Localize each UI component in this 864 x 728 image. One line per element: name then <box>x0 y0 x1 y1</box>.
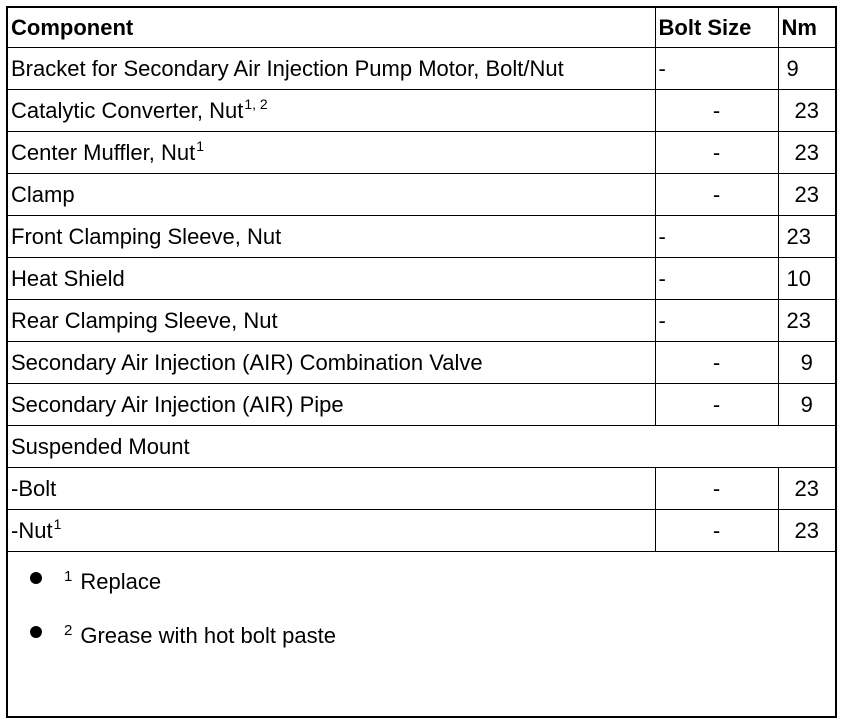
component-name: -Nut <box>11 517 53 543</box>
header-bolt-size: Bolt Size <box>655 8 778 48</box>
footnote-item <box>8 606 835 660</box>
torque-nm-cell: 9 <box>778 342 835 384</box>
component-cell <box>8 258 655 300</box>
component-cell <box>8 48 655 90</box>
component-cell <box>8 216 655 258</box>
footnote-number: 2 <box>64 622 73 639</box>
footnote-reference: 1 <box>196 137 205 154</box>
torque-nm-cell: 9 <box>778 384 835 426</box>
bolt-size-cell: - <box>655 258 778 300</box>
torque-nm-cell: 23 <box>778 216 835 258</box>
table-row <box>8 468 835 510</box>
torque-nm-cell: 23 <box>778 174 835 216</box>
component-cell <box>8 132 655 174</box>
component-cell <box>8 300 655 342</box>
bullet-icon <box>30 572 42 584</box>
component-name: Suspended Mount <box>11 433 190 459</box>
table-row <box>8 510 835 552</box>
footnote-reference: 1 <box>53 515 62 532</box>
component-cell <box>8 384 655 426</box>
bolt-size-cell: - <box>655 468 778 510</box>
table-row <box>8 216 835 258</box>
component-cell <box>8 426 835 468</box>
component-name: -Bolt <box>11 475 57 501</box>
component-name: Clamp <box>11 181 75 207</box>
header-component: Component <box>8 8 655 48</box>
footnote-reference: 1, 2 <box>244 95 268 112</box>
bolt-size-cell: - <box>655 384 778 426</box>
table-header-row <box>8 8 835 48</box>
component-cell <box>8 342 655 384</box>
bolt-size-cell: - <box>655 216 778 258</box>
torque-nm-cell: 23 <box>778 90 835 132</box>
bolt-size-cell: - <box>655 342 778 384</box>
table-row <box>8 384 835 426</box>
table-row <box>8 48 835 90</box>
bolt-size-cell: - <box>655 300 778 342</box>
component-name: Catalytic Converter, Nut <box>11 97 244 123</box>
bullet-icon <box>30 626 42 638</box>
bolt-size-cell: - <box>655 510 778 552</box>
component-cell <box>8 174 655 216</box>
footnotes-list <box>8 552 835 660</box>
torque-nm-cell: 23 <box>778 468 835 510</box>
table-row <box>8 258 835 300</box>
bolt-size-cell: - <box>655 174 778 216</box>
header-nm: Nm <box>778 8 835 48</box>
footnote-item <box>8 552 835 606</box>
component-name: Rear Clamping Sleeve, Nut <box>11 307 278 333</box>
torque-nm-cell: 23 <box>778 300 835 342</box>
footnote-text: Replace <box>80 569 162 594</box>
bolt-size-cell: - <box>655 48 778 90</box>
torque-nm-cell: 9 <box>778 48 835 90</box>
torque-nm-cell: 10 <box>778 258 835 300</box>
table-body <box>8 48 835 552</box>
footnote-number: 1 <box>64 568 73 585</box>
component-name: Secondary Air Injection (AIR) Pipe <box>11 391 344 417</box>
bolt-size-cell: - <box>655 132 778 174</box>
torque-nm-cell: 23 <box>778 132 835 174</box>
component-name: Center Muffler, Nut <box>11 139 196 165</box>
table-row <box>8 132 835 174</box>
torque-spec-table <box>8 8 835 552</box>
torque-spec-frame <box>6 6 837 718</box>
component-name: Secondary Air Injection (AIR) Combination Valve <box>11 349 483 375</box>
component-cell <box>8 510 655 552</box>
component-name: Heat Shield <box>11 265 125 291</box>
footnote-text: Grease with hot bolt paste <box>80 623 336 648</box>
table-row <box>8 426 835 468</box>
table-row <box>8 90 835 132</box>
table-row <box>8 342 835 384</box>
table-row <box>8 300 835 342</box>
torque-nm-cell: 23 <box>778 510 835 552</box>
bolt-size-cell: - <box>655 90 778 132</box>
component-name: Front Clamping Sleeve, Nut <box>11 223 282 249</box>
table-row <box>8 174 835 216</box>
component-cell <box>8 90 655 132</box>
component-cell <box>8 468 655 510</box>
component-name: Bracket for Secondary Air Injection Pump Motor, Bolt/Nut <box>11 55 564 81</box>
